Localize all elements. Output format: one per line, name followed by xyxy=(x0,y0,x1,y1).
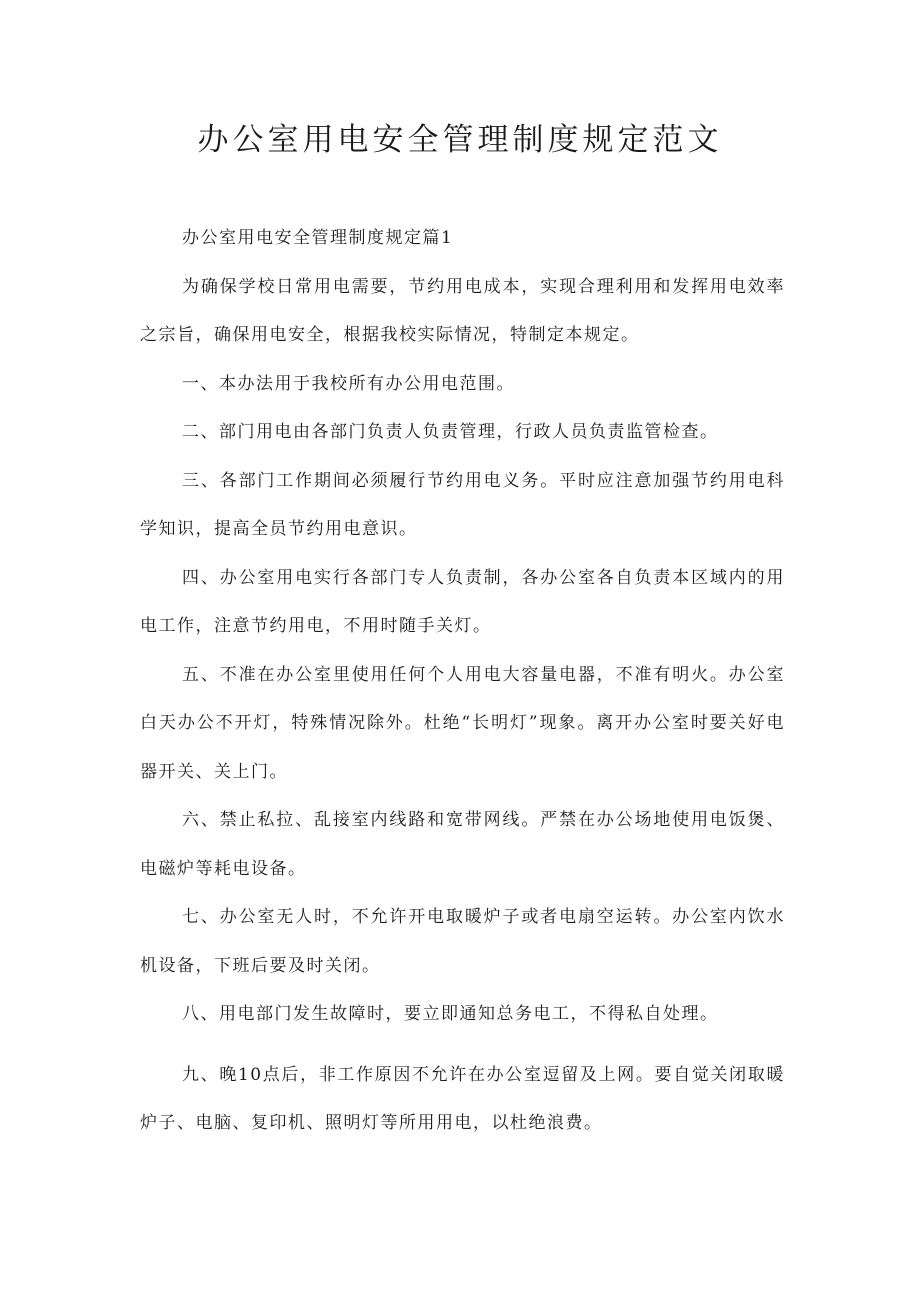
paragraph-item-1: 一、本办法用于我校所有办公用电范围。 xyxy=(182,373,515,394)
paragraph-item-9: 九、晚10点后，非工作原因不允许在办公室逗留及上网。要自觉关闭取暖炉子、电脑、复印机、照明灯等所用用电，以杜绝浪费。 xyxy=(140,1064,785,1133)
paragraph-item-4: 四、办公室用电实行各部门专人负责制，各办公室各自负责本区域内的用电工作，注意节约用电，不用时随手关灯。 xyxy=(140,567,785,636)
document-title: 办公室用电安全管理制度规定范文 xyxy=(197,122,723,158)
paragraph-item-8: 八、用电部门发生故障时，要立即通知总务电工，不得私自处理。 xyxy=(182,1004,719,1024)
paragraph-item-3: 三、各部门工作期间必须履行节约用电义务。平时应注意加强节约用电科学知识，提高全员节约用电意识。 xyxy=(140,470,785,539)
paragraph-item-2: 二、部门用电由各部门负责人负责管理，行政人员负责监管检查。 xyxy=(182,422,719,442)
paragraph-item-5: 五、不准在办公室里使用任何个人用电大容量电器，不准有明火。办公室白天办公不开灯，特殊情况除外。杜绝“长明灯”现象。离开办公室时要关好电器开关、关上门。 xyxy=(140,664,785,782)
section-heading: 办公室用电安全管理制度规定篇1 xyxy=(182,228,454,248)
paragraph-intro: 为确保学校日常用电需要，节约用电成本，实现合理利用和发挥用电效率之宗旨，确保用电安全，根据我校实际情况，特制定本规定。 xyxy=(140,276,785,345)
paragraph-item-6: 六、禁止私拉、乱接室内线路和宽带网线。严禁在办公场地使用电饭煲、电磁炉等耗电设备。 xyxy=(140,810,785,879)
paragraph-item-7: 七、办公室无人时，不允许开电取暖炉子或者电扇空运转。办公室内饮水机设备，下班后要及时关闭。 xyxy=(140,907,785,976)
document-body xyxy=(140,214,785,1148)
